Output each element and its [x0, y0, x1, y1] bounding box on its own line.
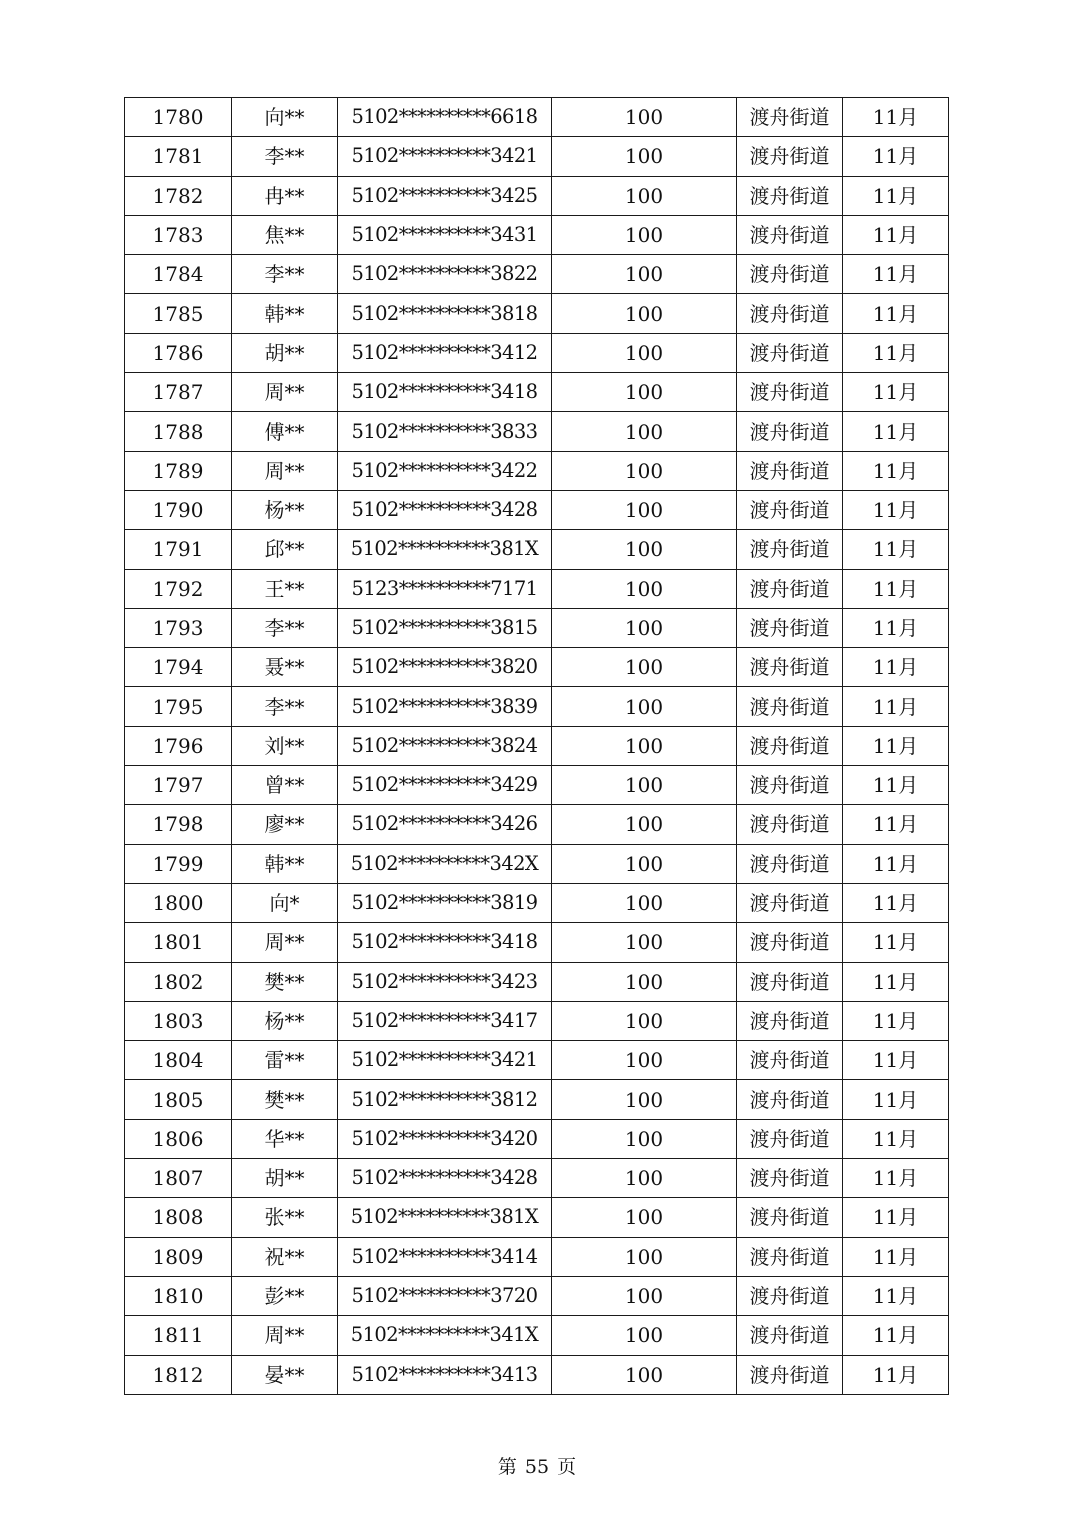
- cell-id-number: 5102**********3422: [338, 451, 552, 490]
- table-row: [125, 373, 949, 412]
- cell-amount: 100: [552, 766, 737, 805]
- cell-month: 11月: [843, 1237, 949, 1276]
- cell-street: 渡舟街道: [737, 962, 843, 1001]
- cell-name: 雷**: [232, 1041, 338, 1080]
- cell-month: 11月: [843, 883, 949, 922]
- cell-street: 渡舟街道: [737, 490, 843, 529]
- cell-month: 11月: [843, 1276, 949, 1315]
- table-row: [125, 805, 949, 844]
- cell-amount: 100: [552, 1041, 737, 1080]
- cell-month: 11月: [843, 1159, 949, 1198]
- table-row: [125, 1355, 949, 1394]
- cell-month: 11月: [843, 98, 949, 137]
- cell-month: 11月: [843, 844, 949, 883]
- cell-month: 11月: [843, 137, 949, 176]
- cell-street: 渡舟街道: [737, 1159, 843, 1198]
- cell-id-number: 5102**********3824: [338, 726, 552, 765]
- cell-amount: 100: [552, 1159, 737, 1198]
- cell-street: 渡舟街道: [737, 883, 843, 922]
- table-row: [125, 255, 949, 294]
- cell-id-number: 5102**********3833: [338, 412, 552, 451]
- cell-amount: 100: [552, 1119, 737, 1158]
- cell-seq: 1793: [125, 608, 232, 647]
- cell-month: 11月: [843, 608, 949, 647]
- cell-street: 渡舟街道: [737, 412, 843, 451]
- cell-id-number: 5102**********381X: [338, 1198, 552, 1237]
- cell-name: 周**: [232, 1316, 338, 1355]
- cell-month: 11月: [843, 923, 949, 962]
- cell-seq: 1797: [125, 766, 232, 805]
- table-row: [125, 923, 949, 962]
- table-row: [125, 1237, 949, 1276]
- cell-id-number: 5102**********3812: [338, 1080, 552, 1119]
- cell-amount: 100: [552, 98, 737, 137]
- cell-month: 11月: [843, 412, 949, 451]
- cell-street: 渡舟街道: [737, 726, 843, 765]
- cell-amount: 100: [552, 176, 737, 215]
- cell-name: 向*: [232, 883, 338, 922]
- footer-prefix: 第: [497, 1456, 517, 1478]
- cell-seq: 1804: [125, 1041, 232, 1080]
- cell-id-number: 5102**********3420: [338, 1119, 552, 1158]
- cell-id-number: 5102**********381X: [338, 530, 552, 569]
- cell-name: 邱**: [232, 530, 338, 569]
- cell-month: 11月: [843, 766, 949, 805]
- cell-month: 11月: [843, 726, 949, 765]
- cell-seq: 1794: [125, 648, 232, 687]
- cell-amount: 100: [552, 412, 737, 451]
- cell-id-number: 5102**********3431: [338, 215, 552, 254]
- cell-month: 11月: [843, 530, 949, 569]
- cell-amount: 100: [552, 1001, 737, 1040]
- cell-street: 渡舟街道: [737, 844, 843, 883]
- table-row: [125, 726, 949, 765]
- cell-id-number: 5102**********3429: [338, 766, 552, 805]
- cell-amount: 100: [552, 451, 737, 490]
- cell-month: 11月: [843, 255, 949, 294]
- cell-amount: 100: [552, 137, 737, 176]
- cell-month: 11月: [843, 1316, 949, 1355]
- table-row: [125, 333, 949, 372]
- cell-seq: 1789: [125, 451, 232, 490]
- cell-month: 11月: [843, 1041, 949, 1080]
- cell-name: 韩**: [232, 294, 338, 333]
- cell-street: 渡舟街道: [737, 451, 843, 490]
- cell-street: 渡舟街道: [737, 333, 843, 372]
- cell-name: 华**: [232, 1119, 338, 1158]
- cell-seq: 1782: [125, 176, 232, 215]
- cell-seq: 1812: [125, 1355, 232, 1394]
- cell-month: 11月: [843, 176, 949, 215]
- cell-seq: 1809: [125, 1237, 232, 1276]
- cell-name: 傅**: [232, 412, 338, 451]
- cell-street: 渡舟街道: [737, 1080, 843, 1119]
- cell-seq: 1788: [125, 412, 232, 451]
- cell-id-number: 5102**********3428: [338, 1159, 552, 1198]
- cell-street: 渡舟街道: [737, 923, 843, 962]
- cell-name: 樊**: [232, 962, 338, 1001]
- cell-street: 渡舟街道: [737, 1237, 843, 1276]
- cell-amount: 100: [552, 1198, 737, 1237]
- data-table: [124, 97, 949, 1395]
- cell-month: 11月: [843, 648, 949, 687]
- cell-street: 渡舟街道: [737, 766, 843, 805]
- table-row: [125, 648, 949, 687]
- cell-street: 渡舟街道: [737, 530, 843, 569]
- cell-seq: 1802: [125, 962, 232, 1001]
- cell-seq: 1811: [125, 1316, 232, 1355]
- table-row: [125, 98, 949, 137]
- table-row: [125, 962, 949, 1001]
- cell-street: 渡舟街道: [737, 255, 843, 294]
- cell-seq: 1807: [125, 1159, 232, 1198]
- cell-street: 渡舟街道: [737, 373, 843, 412]
- cell-name: 廖**: [232, 805, 338, 844]
- cell-street: 渡舟街道: [737, 98, 843, 137]
- page-footer: [0, 1456, 1074, 1478]
- cell-name: 周**: [232, 451, 338, 490]
- cell-seq: 1791: [125, 530, 232, 569]
- cell-id-number: 5102**********3820: [338, 648, 552, 687]
- cell-id-number: 5102**********3720: [338, 1276, 552, 1315]
- cell-id-number: 5102**********3426: [338, 805, 552, 844]
- cell-street: 渡舟街道: [737, 1316, 843, 1355]
- cell-id-number: 5102**********3428: [338, 490, 552, 529]
- cell-name: 李**: [232, 608, 338, 647]
- footer-suffix: 页: [557, 1456, 577, 1478]
- cell-seq: 1781: [125, 137, 232, 176]
- cell-street: 渡舟街道: [737, 805, 843, 844]
- table-row: [125, 137, 949, 176]
- cell-amount: 100: [552, 333, 737, 372]
- cell-name: 晏**: [232, 1355, 338, 1394]
- cell-month: 11月: [843, 687, 949, 726]
- cell-street: 渡舟街道: [737, 294, 843, 333]
- cell-month: 11月: [843, 1001, 949, 1040]
- cell-name: 李**: [232, 255, 338, 294]
- cell-id-number: 5102**********3417: [338, 1001, 552, 1040]
- table-row: [125, 569, 949, 608]
- cell-id-number: 5102**********3421: [338, 137, 552, 176]
- cell-id-number: 5102**********3412: [338, 333, 552, 372]
- cell-month: 11月: [843, 569, 949, 608]
- cell-id-number: 5102**********3418: [338, 373, 552, 412]
- table-row: [125, 412, 949, 451]
- table-row: [125, 766, 949, 805]
- cell-id-number: 5102**********3818: [338, 294, 552, 333]
- table-row: [125, 1159, 949, 1198]
- cell-amount: 100: [552, 726, 737, 765]
- page-number: 55: [524, 1456, 550, 1478]
- cell-name: 王**: [232, 569, 338, 608]
- cell-amount: 100: [552, 883, 737, 922]
- cell-name: 杨**: [232, 1001, 338, 1040]
- cell-street: 渡舟街道: [737, 569, 843, 608]
- cell-seq: 1790: [125, 490, 232, 529]
- cell-street: 渡舟街道: [737, 215, 843, 254]
- cell-month: 11月: [843, 451, 949, 490]
- cell-street: 渡舟街道: [737, 1001, 843, 1040]
- cell-seq: 1792: [125, 569, 232, 608]
- cell-month: 11月: [843, 1080, 949, 1119]
- cell-id-number: 5102**********341X: [338, 1316, 552, 1355]
- table-row: [125, 608, 949, 647]
- cell-name: 李**: [232, 687, 338, 726]
- cell-name: 杨**: [232, 490, 338, 529]
- table-row: [125, 883, 949, 922]
- cell-month: 11月: [843, 1355, 949, 1394]
- cell-month: 11月: [843, 294, 949, 333]
- cell-amount: 100: [552, 1355, 737, 1394]
- table-row: [125, 1080, 949, 1119]
- cell-amount: 100: [552, 569, 737, 608]
- table-row: [125, 530, 949, 569]
- cell-name: 樊**: [232, 1080, 338, 1119]
- cell-amount: 100: [552, 1276, 737, 1315]
- cell-name: 祝**: [232, 1237, 338, 1276]
- cell-id-number: 5102**********3423: [338, 962, 552, 1001]
- cell-seq: 1780: [125, 98, 232, 137]
- table-row: [125, 1041, 949, 1080]
- cell-name: 周**: [232, 923, 338, 962]
- cell-name: 李**: [232, 137, 338, 176]
- cell-seq: 1801: [125, 923, 232, 962]
- cell-month: 11月: [843, 1198, 949, 1237]
- table-row: [125, 176, 949, 215]
- cell-street: 渡舟街道: [737, 648, 843, 687]
- cell-street: 渡舟街道: [737, 1198, 843, 1237]
- cell-seq: 1783: [125, 215, 232, 254]
- table-row: [125, 294, 949, 333]
- cell-amount: 100: [552, 255, 737, 294]
- cell-name: 刘**: [232, 726, 338, 765]
- cell-id-number: 5123**********7171: [338, 569, 552, 608]
- cell-name: 向**: [232, 98, 338, 137]
- cell-month: 11月: [843, 490, 949, 529]
- table-row: [125, 1119, 949, 1158]
- cell-id-number: 5102**********3418: [338, 923, 552, 962]
- table-row: [125, 687, 949, 726]
- cell-amount: 100: [552, 490, 737, 529]
- cell-name: 韩**: [232, 844, 338, 883]
- cell-seq: 1784: [125, 255, 232, 294]
- cell-name: 焦**: [232, 215, 338, 254]
- cell-seq: 1803: [125, 1001, 232, 1040]
- table-body: [125, 98, 949, 1395]
- cell-seq: 1787: [125, 373, 232, 412]
- cell-amount: 100: [552, 844, 737, 883]
- cell-amount: 100: [552, 373, 737, 412]
- cell-id-number: 5102**********342X: [338, 844, 552, 883]
- cell-amount: 100: [552, 962, 737, 1001]
- cell-amount: 100: [552, 805, 737, 844]
- cell-id-number: 5102**********3822: [338, 255, 552, 294]
- cell-amount: 100: [552, 294, 737, 333]
- cell-name: 冉**: [232, 176, 338, 215]
- cell-amount: 100: [552, 923, 737, 962]
- table-row: [125, 1276, 949, 1315]
- cell-id-number: 5102**********3815: [338, 608, 552, 647]
- cell-id-number: 5102**********3421: [338, 1041, 552, 1080]
- cell-street: 渡舟街道: [737, 1041, 843, 1080]
- cell-amount: 100: [552, 687, 737, 726]
- cell-id-number: 5102**********3819: [338, 883, 552, 922]
- cell-amount: 100: [552, 648, 737, 687]
- cell-month: 11月: [843, 333, 949, 372]
- cell-id-number: 5102**********3839: [338, 687, 552, 726]
- cell-name: 曾**: [232, 766, 338, 805]
- cell-name: 胡**: [232, 1159, 338, 1198]
- cell-id-number: 5102**********3425: [338, 176, 552, 215]
- table-row: [125, 215, 949, 254]
- cell-name: 张**: [232, 1198, 338, 1237]
- cell-street: 渡舟街道: [737, 1276, 843, 1315]
- table-row: [125, 844, 949, 883]
- cell-month: 11月: [843, 962, 949, 1001]
- cell-id-number: 5102**********3413: [338, 1355, 552, 1394]
- cell-name: 彭**: [232, 1276, 338, 1315]
- cell-month: 11月: [843, 805, 949, 844]
- cell-id-number: 5102**********6618: [338, 98, 552, 137]
- cell-name: 聂**: [232, 648, 338, 687]
- cell-street: 渡舟街道: [737, 687, 843, 726]
- cell-seq: 1798: [125, 805, 232, 844]
- cell-seq: 1800: [125, 883, 232, 922]
- table-row: [125, 1198, 949, 1237]
- cell-amount: 100: [552, 1316, 737, 1355]
- cell-street: 渡舟街道: [737, 137, 843, 176]
- cell-seq: 1808: [125, 1198, 232, 1237]
- table-row: [125, 1316, 949, 1355]
- cell-month: 11月: [843, 215, 949, 254]
- cell-name: 周**: [232, 373, 338, 412]
- cell-street: 渡舟街道: [737, 608, 843, 647]
- cell-month: 11月: [843, 1119, 949, 1158]
- cell-street: 渡舟街道: [737, 176, 843, 215]
- cell-amount: 100: [552, 608, 737, 647]
- cell-street: 渡舟街道: [737, 1119, 843, 1158]
- cell-seq: 1786: [125, 333, 232, 372]
- cell-seq: 1806: [125, 1119, 232, 1158]
- cell-seq: 1810: [125, 1276, 232, 1315]
- cell-seq: 1799: [125, 844, 232, 883]
- cell-id-number: 5102**********3414: [338, 1237, 552, 1276]
- cell-amount: 100: [552, 530, 737, 569]
- table-row: [125, 451, 949, 490]
- table-row: [125, 490, 949, 529]
- cell-street: 渡舟街道: [737, 1355, 843, 1394]
- cell-seq: 1795: [125, 687, 232, 726]
- cell-seq: 1785: [125, 294, 232, 333]
- table-row: [125, 1001, 949, 1040]
- cell-amount: 100: [552, 1237, 737, 1276]
- cell-name: 胡**: [232, 333, 338, 372]
- cell-seq: 1796: [125, 726, 232, 765]
- cell-month: 11月: [843, 373, 949, 412]
- cell-amount: 100: [552, 1080, 737, 1119]
- cell-seq: 1805: [125, 1080, 232, 1119]
- cell-amount: 100: [552, 215, 737, 254]
